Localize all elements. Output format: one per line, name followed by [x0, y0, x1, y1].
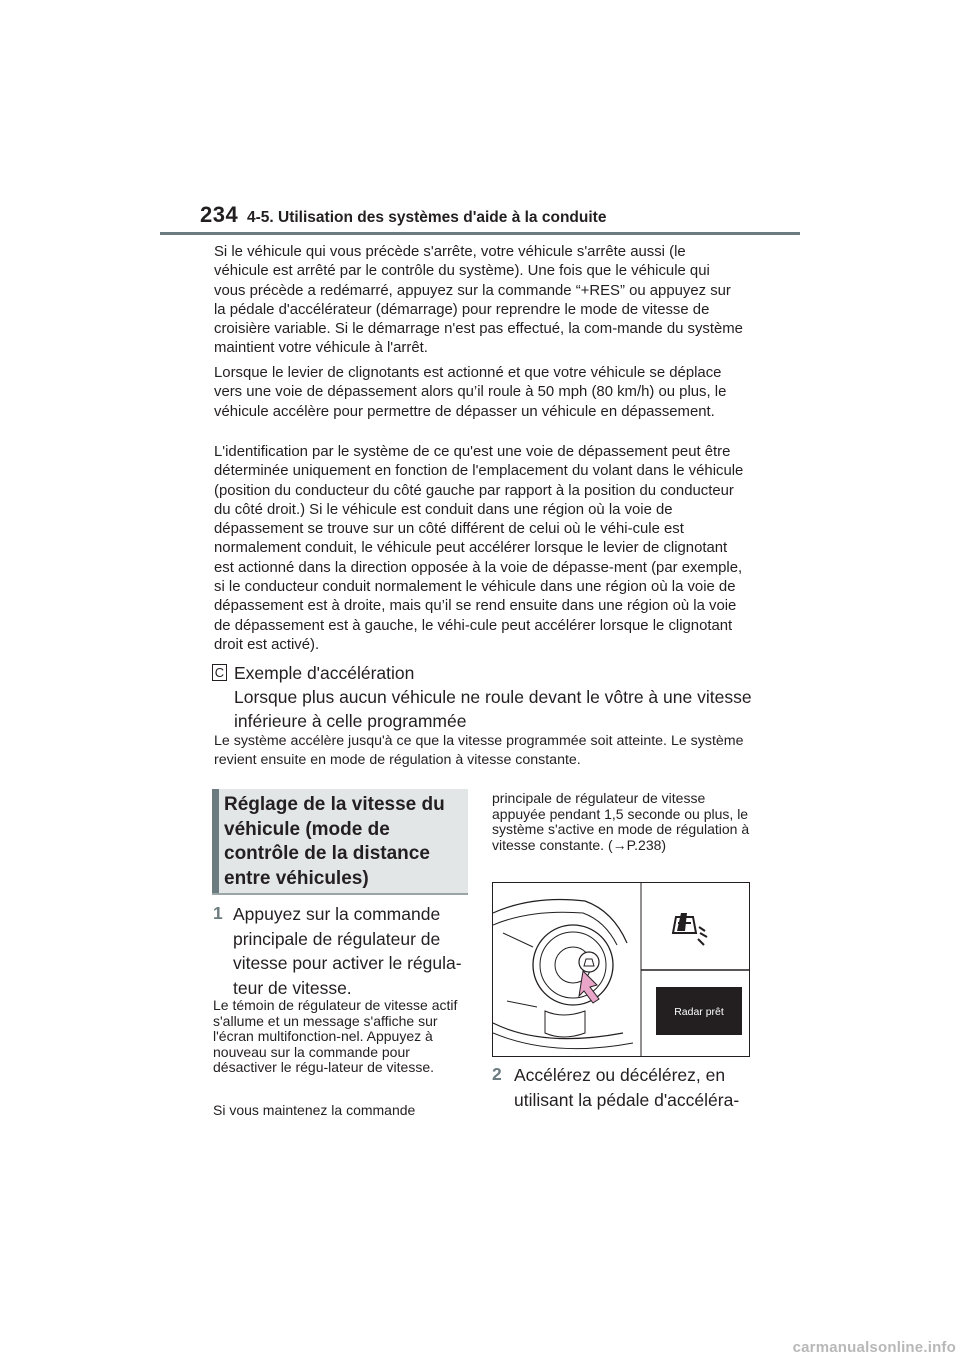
- example-heading-line2: Lorsque plus aucun véhicule ne roule devant le vôtre à une vitesse inférieure à celle programmée: [234, 687, 752, 731]
- example-badge: C: [212, 664, 227, 681]
- page-number: 234: [200, 202, 239, 227]
- section-heading: Réglage de la vitesse du véhicule (mode de contrôle de la distance entre véhicules): [224, 794, 445, 889]
- paragraph-stop: Si le véhicule qui vous précède s'arrête, votre véhicule s'arrête aussi (le véhicule est arrêté par le contrôle du système). Une fois que le véhicule qui vous précède a redémarré, appuyez sur la commande “+RES” ou appuyez sur la pédale d'accélérateur (démarrage) pour reprendre le mode de vitesse de croisière variable. Si le démarrage n'est pas effectué, la com-mande du système maintient votre véhicule à l'arrêt.: [214, 244, 743, 357]
- section-heading-bar: [212, 789, 219, 893]
- steering-wheel-illustration: [493, 883, 750, 1057]
- steering-wheel-figure: [492, 882, 750, 1057]
- radar-cruise-icon: [673, 913, 707, 945]
- example-heading: [234, 661, 754, 733]
- step-1-note: Le témoin de régulateur de vitesse actif s'allume et un message s'affiche sur l'écran multifonction-nel. Appuyez à nouveau sur la commande pour désactiver le régu-lateur de vitesse.: [213, 997, 458, 1075]
- example-heading-line1: Exemple d'accélération: [234, 663, 415, 683]
- paragraph-lane-identification: L'identification par le système de ce qu'est une voie de dépassement peut être déterminée uniquement en fonction de l'emplacement du volant dans le véhicule (position du conducteur du côté gauche par rapport à la position du conducteur du côté droit.) Si le véhicule est conduit dans une région où la voie de dépassement se trouve sur un côté différent de celui où le véhi-cule est normalement conduit, le véhicule peut accélérer lorsque le levier de clignotant est actionné dans la direction opposée à la voie de dépasse-ment (par exemple, si le conducteur conduit normalement le véhicule dans une région où la voie de dépassement est à droite, mais qu’il se rend ensuite dans une région où la voie de dépassement est à gauche, le véhi-cule peut accélérer lorsque le clignotant droit est activé).: [214, 444, 744, 653]
- watermark: carmanualsonline.info: [792, 1339, 956, 1356]
- step-2-text: Accélérez ou décélérez, en utilisant la pédale d'accéléra-: [514, 1065, 740, 1110]
- step-1-note-column2: principale de régulateur de vitesse appuyée pendant 1,5 seconde ou plus, le système s'active en mode de régulation à vitesse constante. (→P.238): [492, 790, 750, 853]
- section-title: 4-5. Utilisation des systèmes d'aide à la conduite: [247, 209, 607, 226]
- paragraph-overtaking: Lorsque le levier de clignotants est actionné et que votre véhicule se déplace vers une voie de dépassement alors qu’il roule à 50 mph (80 km/h) ou plus, le véhicule accélère pour permettre de dépasser un véhicule en dépassement.: [214, 365, 727, 420]
- step-2-number: 2: [492, 1064, 502, 1084]
- display-label: Radar prêt: [674, 1006, 724, 1018]
- header-divider: [160, 232, 800, 235]
- step-1-number: 1: [213, 903, 223, 923]
- step-1-text: Appuyez sur la commande principale de régulateur de vitesse pour activer le régula-teur de vitesse.: [233, 904, 462, 998]
- step-1-note-continued: Si vous maintenez la commande: [213, 1102, 416, 1118]
- example-body: Le système accélère jusqu'à ce que la vitesse programmée soit atteinte. Le système revient ensuite en mode de régulation à vitesse constante.: [214, 733, 744, 768]
- section-heading-rule: [212, 893, 468, 895]
